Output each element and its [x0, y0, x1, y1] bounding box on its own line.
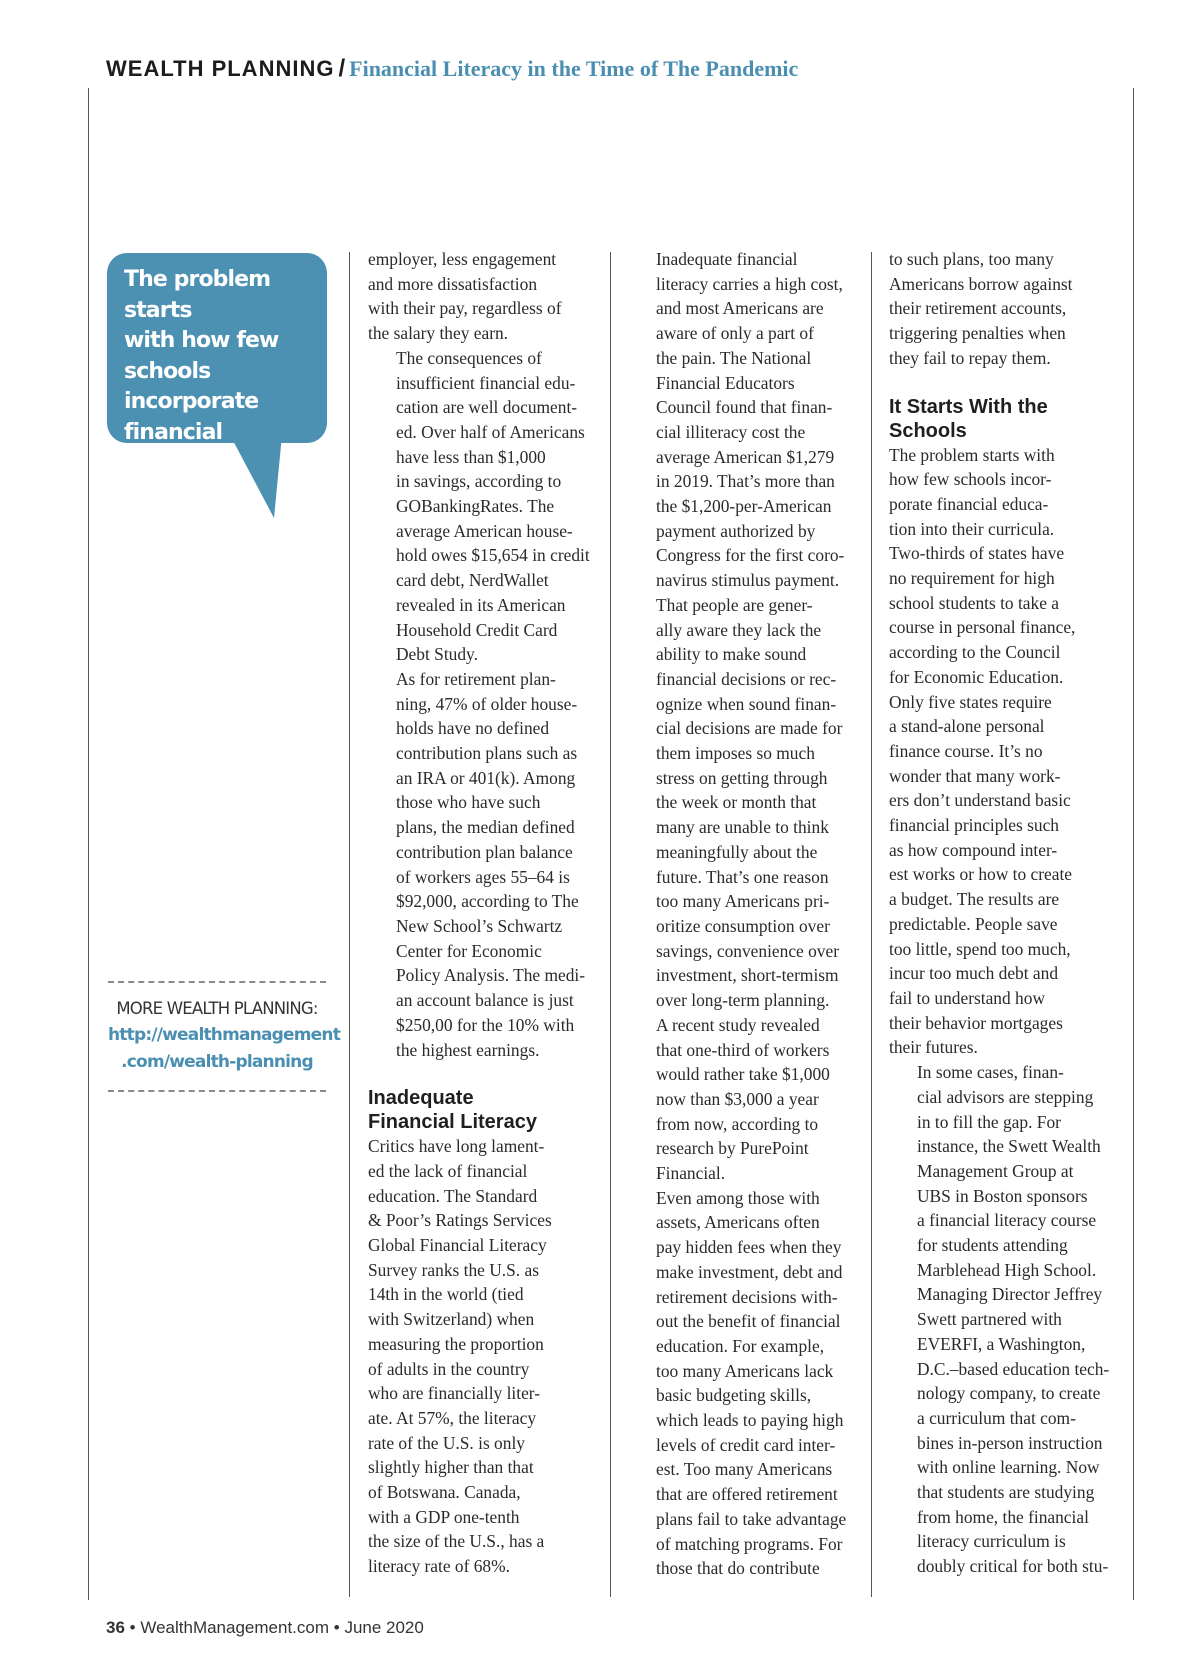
text-line: assets, Americans often	[656, 1212, 820, 1233]
paragraph	[628, 247, 846, 593]
text-line: payment authorized by	[656, 520, 816, 541]
text-line: Critics have long lament-	[368, 1136, 545, 1157]
text-line: the salary they earn.	[368, 323, 509, 344]
text-line: for Economic Education.	[889, 666, 1064, 687]
text-line: 14th in the world (tied	[368, 1284, 524, 1305]
text-line: their futures.	[889, 1037, 978, 1058]
more-link-line[interactable]: http://wealthmanagement	[108, 1025, 341, 1045]
text-line: of Botswana. Canada,	[368, 1482, 521, 1503]
text-line: ed. Over half of Americans	[396, 421, 585, 442]
text-line: research by PurePoint	[656, 1138, 809, 1159]
text-line: of workers ages 55–64 is	[396, 866, 570, 887]
article-column-1	[368, 247, 590, 1579]
text-line: a financial literacy course	[917, 1210, 1097, 1231]
text-line: cation are well document-	[396, 397, 578, 418]
text-line: Policy Analysis. The medi-	[396, 965, 586, 986]
paragraph	[368, 1134, 586, 1579]
text-line: ability to make sound	[656, 644, 807, 665]
text-line: navirus stimulus payment.	[656, 570, 840, 591]
pull-quote-line: The problem starts	[124, 267, 271, 323]
text-line: out the benefit of financial	[656, 1311, 841, 1332]
text-line: their retirement accounts,	[889, 298, 1067, 319]
text-line: from home, the financial	[917, 1506, 1089, 1527]
text-line: would rather take $1,000	[656, 1064, 830, 1085]
text-line: course in personal finance,	[889, 617, 1076, 638]
text-line: The consequences of	[396, 347, 542, 368]
text-line: the pain. The National	[656, 347, 812, 368]
more-link[interactable]	[108, 1022, 341, 1076]
article-column-2	[628, 247, 846, 1581]
text-line: no requirement for high	[889, 568, 1055, 589]
text-line: plans fail to take advantage	[656, 1508, 847, 1529]
text-line: with a GDP one-tenth	[368, 1506, 520, 1527]
pull-quote-line: schools incorporate	[124, 358, 259, 414]
text-line: fail to understand how	[889, 987, 1045, 1008]
text-line: Management Group at	[917, 1160, 1074, 1181]
text-line: an account balance is just	[396, 990, 574, 1011]
text-line: school students to take a	[889, 592, 1060, 613]
article-title: Financial Literacy in the Time of The Pandemic	[349, 56, 799, 81]
text-line: meaningfully about the	[656, 841, 818, 862]
text-line: average American house-	[396, 520, 573, 541]
section-heading	[889, 395, 1107, 443]
text-line: measuring the proportion	[368, 1333, 544, 1354]
text-line: doubly critical for both stu-	[917, 1556, 1109, 1577]
text-line: ate. At 57%, the literacy	[368, 1407, 537, 1428]
text-line: plans, the median defined	[396, 817, 575, 838]
text-line: $92,000, according to The	[396, 891, 579, 912]
heading-line: Schools	[889, 419, 967, 442]
article-column-3	[889, 247, 1110, 1579]
text-line: in savings, according to	[396, 471, 562, 492]
text-line: literacy rate of 68%.	[368, 1556, 510, 1577]
text-line: Congress for the first coro-	[656, 545, 845, 566]
text-line: a curriculum that com-	[917, 1407, 1076, 1428]
text-line: Financial Educators	[656, 372, 795, 393]
text-line: The problem starts with	[889, 444, 1055, 465]
text-line: literacy curriculum is	[917, 1531, 1066, 1552]
text-line: employer, less engagement	[368, 249, 557, 269]
text-line: aware of only a part of	[656, 323, 814, 344]
section-heading	[368, 1086, 586, 1134]
heading-line: It Starts With the	[889, 395, 1048, 418]
text-line: In some cases, finan-	[917, 1062, 1064, 1083]
text-line: Global Financial Literacy	[368, 1235, 547, 1256]
text-line: the $1,200-per-American	[656, 496, 832, 517]
text-line: Center for Economic	[396, 940, 542, 961]
text-line: As for retirement plan-	[396, 668, 556, 689]
paragraph	[889, 247, 1107, 371]
text-line: ning, 47% of older house-	[396, 693, 578, 714]
text-line: New School’s Schwartz	[396, 915, 563, 936]
text-line: to such plans, too many	[889, 249, 1054, 269]
text-line: and more dissatisfaction	[368, 273, 538, 294]
text-line: the size of the U.S., has a	[368, 1531, 545, 1552]
heading-line: Inadequate	[368, 1087, 474, 1110]
text-line: savings, convenience over	[656, 940, 840, 961]
text-line: for students attending	[917, 1235, 1068, 1256]
text-line: over long-term planning.	[656, 990, 830, 1011]
text-line: slightly higher than that	[368, 1457, 534, 1478]
text-line: according to the Council	[889, 642, 1061, 663]
text-line: That people are gener-	[656, 594, 813, 615]
text-line: EVERFI, a Washington,	[917, 1333, 1086, 1354]
text-line: literacy carries a high cost,	[656, 273, 843, 294]
text-line: the highest earnings.	[396, 1039, 540, 1060]
text-line: predictable. People save	[889, 913, 1058, 934]
text-line: financial decisions or rec-	[656, 668, 837, 689]
text-line: that one-third of workers	[656, 1039, 830, 1060]
text-line: now than $3,000 a year	[656, 1088, 819, 1109]
text-line: porate financial educa-	[889, 493, 1049, 514]
text-line: education. For example,	[656, 1335, 825, 1356]
text-line: too many Americans lack	[656, 1360, 834, 1381]
text-line: in to fill the gap. For	[917, 1111, 1061, 1132]
text-line: cial advisors are stepping	[917, 1086, 1094, 1107]
text-line: instance, the Swett Wealth	[917, 1136, 1101, 1157]
text-line: as how compound inter-	[889, 839, 1058, 860]
text-line: tion into their curricula.	[889, 518, 1055, 539]
text-line: levels of credit card inter-	[656, 1434, 836, 1455]
text-line: with Switzerland) when	[368, 1309, 535, 1330]
text-line: of matching programs. For	[656, 1533, 843, 1554]
paragraph	[368, 667, 586, 1062]
divider-bottom	[108, 1090, 326, 1092]
text-line: future. That’s one reason	[656, 866, 829, 887]
text-line: cial decisions are made for	[656, 718, 843, 739]
text-line: Inadequate financial	[656, 249, 798, 269]
text-line: education. The Standard	[368, 1185, 538, 1206]
text-line: those who have such	[396, 792, 541, 813]
text-line: ognize when sound finan-	[656, 693, 837, 714]
text-line: bines in-person instruction	[917, 1432, 1103, 1453]
text-line: Council found that finan-	[656, 397, 833, 418]
pull-quote-line: into their curricula.	[124, 480, 233, 536]
text-line: est. Too many Americans	[656, 1459, 833, 1480]
paragraph	[368, 346, 590, 667]
text-line: ers don’t understand basic	[889, 790, 1071, 811]
text-line: card debt, NerdWallet	[396, 570, 549, 591]
text-line: ally aware they lack the	[656, 619, 822, 640]
text-line: from now, according to	[656, 1113, 819, 1134]
text-line: Americans borrow against	[889, 273, 1073, 294]
text-line: many are unable to think	[656, 817, 829, 838]
pull-quote-line: with how few	[124, 328, 279, 353]
text-line: the week or month that	[656, 792, 817, 813]
text-line: with their pay, regardless of	[368, 298, 562, 319]
text-line: Marblehead High School.	[917, 1259, 1097, 1280]
page-number: 36	[106, 1618, 125, 1637]
text-line: that are offered retirement	[656, 1484, 838, 1505]
text-line: Survey ranks the U.S. as	[368, 1259, 539, 1280]
text-line: UBS in Boston sponsors	[917, 1185, 1088, 1206]
text-line: those that do contribute	[656, 1558, 820, 1579]
text-line: and most Americans are	[656, 298, 824, 319]
text-line: cial illiteracy cost the	[656, 421, 806, 442]
text-line: contribution plan balance	[396, 841, 573, 862]
text-line: A recent study revealed	[656, 1014, 820, 1035]
text-line: holds have no defined	[396, 718, 550, 739]
text-line: retirement decisions with-	[656, 1286, 838, 1307]
text-line: too little, spend too much,	[889, 938, 1071, 959]
text-line: hold owes $15,654 in credit	[396, 545, 590, 566]
more-link-line[interactable]: .com/wealth-planning	[121, 1052, 313, 1072]
text-line: make investment, debt and	[656, 1261, 843, 1282]
footer-bullet: •	[129, 1618, 136, 1637]
text-line: a stand-alone personal	[889, 716, 1045, 737]
footer-site: WealthManagement.com	[140, 1618, 330, 1637]
text-line: too many Americans pri-	[656, 891, 830, 912]
paragraph	[889, 443, 1107, 1061]
divider-top	[108, 981, 326, 983]
text-line: Debt Study.	[396, 644, 478, 665]
more-label: MORE WEALTH PLANNING:	[116, 999, 318, 1018]
paragraph	[889, 1060, 1110, 1579]
pull-quote-line: financial education	[124, 419, 239, 475]
text-line: pay hidden fees when they	[656, 1237, 842, 1258]
text-line: & Poor’s Ratings Services	[368, 1210, 552, 1231]
text-line: nology company, to create	[917, 1383, 1101, 1404]
text-line: wonder that many work-	[889, 765, 1061, 786]
section-label: WEALTH PLANNING	[106, 56, 335, 81]
text-line: revealed in its American	[396, 594, 566, 615]
text-line: Swett partnered with	[917, 1309, 1062, 1330]
text-line: Household Credit Card	[396, 619, 558, 640]
text-line: ed the lack of financial	[368, 1160, 528, 1181]
footer-date: June 2020	[344, 1618, 424, 1637]
text-line: of adults in the country	[368, 1358, 530, 1379]
text-line: them imposes so much	[656, 743, 815, 764]
footer-bullet: •	[333, 1618, 340, 1637]
paragraph	[628, 593, 846, 1186]
text-line: have less than $1,000	[396, 446, 546, 467]
text-line: oritize consumption over	[656, 915, 830, 936]
text-line: which leads to paying high	[656, 1410, 844, 1431]
page-footer	[106, 1618, 424, 1638]
text-line: a budget. The results are	[889, 889, 1060, 910]
text-line: Only five states require	[889, 691, 1052, 712]
text-line: rate of the U.S. is only	[368, 1432, 525, 1453]
text-line: triggering penalties when	[889, 323, 1066, 344]
heading-line: Financial Literacy	[368, 1111, 537, 1134]
text-line: stress on getting through	[656, 767, 828, 788]
text-line: est works or how to create	[889, 864, 1073, 885]
more-wealth-planning	[108, 996, 341, 1076]
text-line: with online learning. Now	[917, 1457, 1100, 1478]
text-line: how few schools incor-	[889, 469, 1052, 490]
text-line: D.C.–based education tech-	[917, 1358, 1110, 1379]
text-line: average American $1,279	[656, 446, 835, 467]
text-line: their behavior mortgages	[889, 1012, 1063, 1033]
text-line: basic budgeting skills,	[656, 1385, 812, 1406]
text-line: investment, short-termism	[656, 965, 839, 986]
paragraph	[628, 1186, 846, 1581]
header-separator: /	[338, 55, 346, 82]
paragraph	[368, 247, 586, 346]
text-line: an IRA or 401(k). Among	[396, 767, 576, 788]
text-line: $250,00 for the 10% with	[396, 1014, 575, 1035]
text-line: finance course. It’s no	[889, 740, 1043, 761]
text-line: they fail to repay them.	[889, 347, 1051, 368]
text-line: insufficient financial edu-	[396, 372, 576, 393]
text-line: who are financially liter-	[368, 1383, 541, 1404]
text-line: Even among those with	[656, 1187, 820, 1208]
text-line: that students are studying	[917, 1482, 1095, 1503]
text-line: incur too much debt and	[889, 963, 1059, 984]
text-line: financial principles such	[889, 815, 1059, 836]
text-line: Two-thirds of states have	[889, 543, 1065, 564]
text-line: GOBankingRates. The	[396, 496, 555, 517]
text-line: Financial.	[656, 1163, 726, 1184]
text-line: in 2019. That’s more than	[656, 471, 835, 492]
text-line: contribution plans such as	[396, 743, 578, 764]
text-line: Managing Director Jeffrey	[917, 1284, 1103, 1305]
pull-quote-bubble	[107, 253, 327, 536]
